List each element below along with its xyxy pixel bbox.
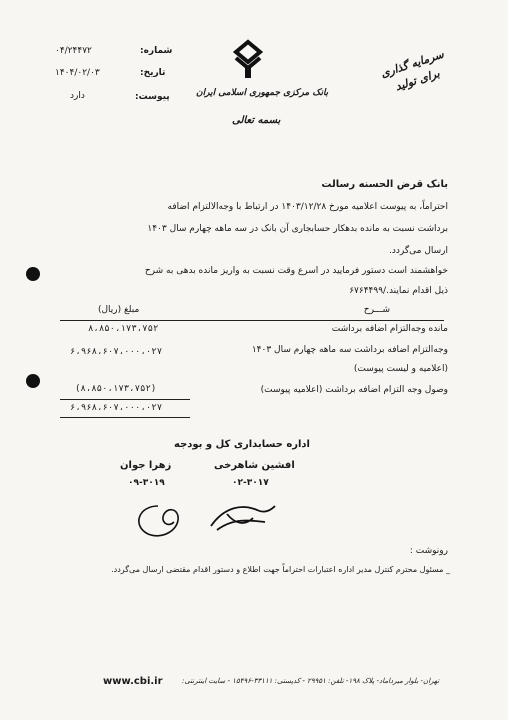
date-label: تاریخ: — [140, 68, 166, 78]
cc-label: رونوشت : — [409, 546, 448, 556]
table-header-amount: مبلغ (ریال) — [98, 305, 140, 315]
cc-text: _ مسئول محترم کنترل مدیر اداره اعتبارات احتراماً جهت اطلاع و دستور اقدام مقتضی ارسال می‌گردد. — [111, 565, 450, 574]
signature-mark — [128, 500, 188, 540]
department-name: اداره حسابداری کل و بودجه — [174, 439, 310, 450]
table-row-amount: ۶،۹۶۸،۶۰۷،۰۰۰،۰۲۷ — [70, 347, 163, 357]
table-header-description: شـــرح — [363, 305, 390, 315]
punch-hole — [26, 267, 40, 281]
attachment-label: پیوست: — [135, 92, 170, 102]
table-row-amount: ۸،۸۵۰،۱۷۳،۷۵۲ — [88, 324, 159, 334]
year-motto: سرمایه گذاری برای تولید — [379, 47, 446, 93]
total-rule-bottom — [60, 417, 190, 418]
signer2-name: زهرا جوان — [120, 460, 172, 471]
table-row-description: وصول وجه التزام اضافه برداشت (اعلامیه پیوست) — [260, 385, 448, 395]
table-row-amount: (۸،۸۵۰،۱۷۳،۷۵۲) — [75, 384, 157, 394]
table-row-description: مانده وجه‌التزام اضافه برداشت — [331, 324, 448, 334]
table-total-amount: ۶،۹۶۸،۶۰۷،۰۰۰،۰۲۷ — [70, 403, 163, 413]
table-header-rule — [60, 320, 444, 321]
bank-title: بانک مرکزی جمهوری اسلامی ایران — [196, 88, 329, 98]
signer1-name: افشین شاهرخی — [214, 460, 295, 471]
number-value: ۰۴/۲۴۴۷۲ — [55, 46, 92, 56]
recipient: بانک قرض الحسنه رسالت — [321, 179, 448, 190]
table-row-description: وجه‌التزام اضافه برداشت سه ماهه چهارم سال ۱۴۰۳ — [251, 345, 448, 355]
paragraph1-line3: ارسال می‌گردد. — [389, 246, 448, 256]
number-label: شماره: — [140, 46, 173, 56]
paragraph2-line1: خواهشمند است دستور فرمایید در اسرع وقت نسبت به واریز مانده بدهی به شرح — [144, 266, 448, 276]
bank-subtitle: بسمه تعالی — [232, 115, 281, 126]
attachment-value: دارد — [70, 91, 85, 101]
paragraph1-line2: برداشت نسبت به مانده بدهکار حسابجاری آن بانک در سه ماهه چهارم سال ۱۴۰۳ — [147, 224, 448, 234]
total-rule-top — [60, 399, 190, 400]
signer2-code: ۰۹-۳۰۱۹ — [128, 478, 165, 488]
table-row-description: (اعلامیه و لیست پیوست) — [353, 364, 448, 374]
paragraph2-line2: ذیل اقدام نمایند./۶۷۶۴۴۹۹ — [349, 286, 448, 296]
punch-hole — [26, 374, 40, 388]
footer-website: www.cbi.ir — [103, 676, 163, 687]
footer-address: تهران- بلوار میرداماد- پلاک ۱۹۸- تلفن: ۲۹۹۵۱ - کدپستی: ۳۳۱۱۱-۱۵۴۹۶ - سایت اینترنتی: — [182, 677, 440, 685]
date-value: ۱۴۰۴/۰۲/۰۳ — [55, 68, 100, 78]
signer1-code: ۰۲-۳۰۱۷ — [232, 478, 269, 488]
signature-mark — [205, 496, 280, 536]
central-bank-logo-icon — [228, 38, 268, 80]
paragraph1-line1: احتراماً، به پیوست اعلامیه مورخ ۱۴۰۳/۱۲/۲۸ در ارتباط با وجه‌الالتزام اضافه — [167, 202, 448, 212]
